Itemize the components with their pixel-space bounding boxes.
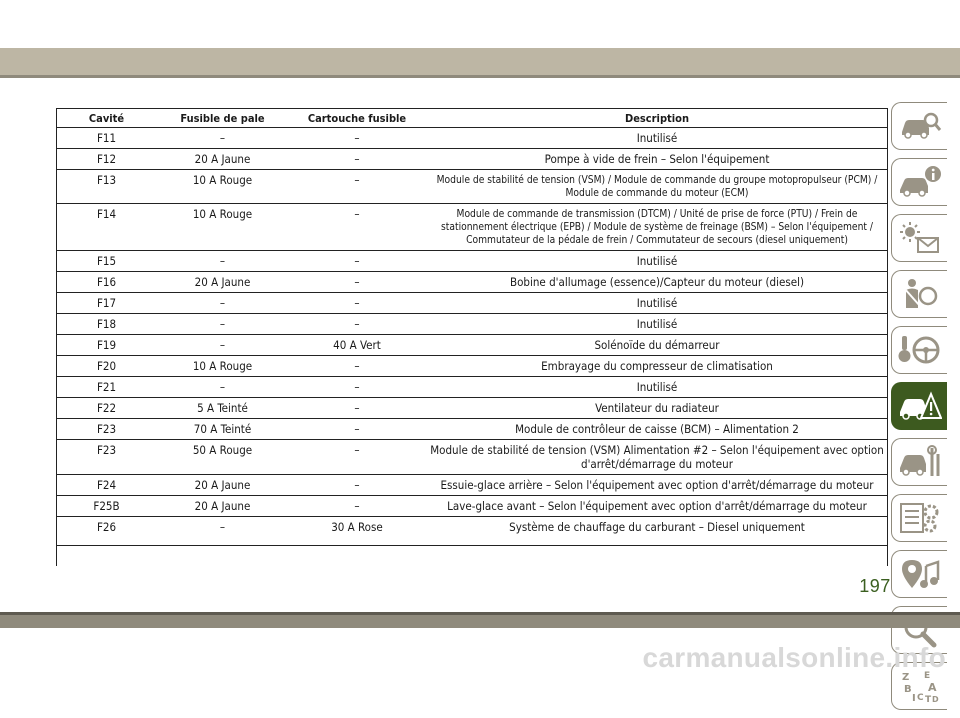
cell-cartridge: – — [288, 356, 426, 377]
cell-description: Inutilisé — [426, 128, 888, 149]
cell-description: Bobine d'allumage (essence)/Capteur du moteur (diesel) — [426, 272, 888, 293]
cell-description: Inutilisé — [426, 377, 888, 398]
cell-description: Inutilisé — [426, 314, 888, 335]
chapter-tab-starting[interactable] — [891, 326, 947, 374]
cell-description: Inutilisé — [426, 251, 888, 272]
svg-text:Z: Z — [901, 672, 909, 683]
table-row — [56, 419, 888, 440]
table-row — [56, 335, 888, 356]
cell-blade: – — [157, 517, 288, 546]
cell-description: Embrayage du compresseur de climatisation — [426, 356, 888, 377]
chapter-tab-info[interactable] — [891, 158, 947, 206]
chapter-tab-specifications[interactable] — [891, 494, 947, 542]
table-row — [56, 398, 888, 419]
cell-cartridge: – — [288, 149, 426, 170]
cell-description: Système de chauffage du carburant – Diesel uniquement — [426, 517, 888, 546]
table-row — [56, 440, 888, 475]
svg-text:E: E — [923, 671, 930, 681]
cell-description: Module de commande de transmission (DTCM) / Unité de prise de force (PTU) / Frein de stationnement électrique (EPB) / Module de système de freinage (BSM) – Selon l'équipement / Commutateur de la pédale de frein / Commutateur de secours (diesel uniquement) — [426, 204, 888, 251]
cell-cartridge: – — [288, 251, 426, 272]
table-left-border — [56, 108, 57, 566]
cell-cavity: F11 — [56, 128, 157, 149]
chapter-tab-vehicle[interactable] — [891, 102, 947, 150]
car-tools-icon — [898, 444, 942, 480]
svg-text:B: B — [903, 684, 912, 695]
cell-blade: 20 A Jaune — [157, 496, 288, 517]
table-row — [56, 204, 888, 251]
svg-text:T: T — [924, 695, 931, 704]
cell-cavity: F12 — [56, 149, 157, 170]
cell-cartridge: – — [288, 419, 426, 440]
table-row — [56, 356, 888, 377]
cell-cartridge: 30 A Rose — [288, 517, 426, 546]
car-info-icon — [898, 164, 942, 200]
cell-description: Module de stabilité de tension (VSM) / Module de commande du groupe motopropulseur (PCM) / Module de commande du moteur (ECM) — [426, 170, 888, 204]
cell-cavity: F13 — [56, 170, 157, 204]
table-row — [56, 475, 888, 496]
table-row — [56, 377, 888, 398]
cell-cavity: F18 — [56, 314, 157, 335]
table-row — [56, 170, 888, 204]
steering-wheel-key-icon — [898, 332, 942, 368]
header-description: Description — [426, 109, 888, 128]
svg-text:C: C — [916, 693, 924, 703]
svg-text:A: A — [927, 681, 937, 694]
cell-description: Ventilateur du radiateur — [426, 398, 888, 419]
cell-cartridge: – — [288, 398, 426, 419]
cell-cartridge: – — [288, 440, 426, 475]
cell-blade: 10 A Rouge — [157, 356, 288, 377]
cell-blade: – — [157, 335, 288, 356]
svg-text:I: I — [911, 693, 916, 704]
header-cavity: Cavité — [56, 109, 157, 128]
chapter-tab-service[interactable] — [891, 438, 947, 486]
cell-blade: – — [157, 314, 288, 335]
cell-cartridge: – — [288, 314, 426, 335]
cell-cartridge: – — [288, 293, 426, 314]
table-row — [56, 149, 888, 170]
header-blade-fuse: Fusible de pale — [157, 109, 288, 128]
cell-cavity: F20 — [56, 356, 157, 377]
cell-blade: 20 A Jaune — [157, 149, 288, 170]
cell-cavity: F15 — [56, 251, 157, 272]
cell-cavity: F14 — [56, 204, 157, 251]
cell-description: Lave-glace avant – Selon l'équipement avec option d'arrêt/démarrage du moteur — [426, 496, 888, 517]
cell-cavity: F16 — [56, 272, 157, 293]
chapter-tab-multimedia[interactable] — [891, 550, 947, 598]
cell-description: Inutilisé — [426, 293, 888, 314]
seatbelt-airbag-icon — [898, 276, 942, 312]
cell-description: Module de contrôleur de caisse (BCM) – Alimentation 2 — [426, 419, 888, 440]
cell-description: Solénoïde du démarreur — [426, 335, 888, 356]
navigation-media-icon — [898, 556, 942, 592]
header-cartridge-fuse: Cartouche fusible — [288, 109, 426, 128]
cell-description: Module de stabilité de tension (VSM) Alimentation #2 – Selon l'équipement avec option d'arrêt/démarrage du moteur — [426, 440, 888, 475]
warning-lights-message-icon — [898, 220, 942, 256]
car-search-icon — [898, 108, 942, 144]
cell-cartridge: – — [288, 204, 426, 251]
page-number: 197 — [859, 576, 891, 596]
fuse-table — [56, 108, 888, 546]
chapter-tab-emergency[interactable] — [891, 382, 947, 430]
cell-cavity: F19 — [56, 335, 157, 356]
car-hazard-icon — [898, 388, 942, 424]
cell-cartridge: – — [288, 272, 426, 293]
cell-blade: 10 A Rouge — [157, 170, 288, 204]
svg-text:D: D — [931, 695, 939, 704]
cell-description: Pompe à vide de frein – Selon l'équipement — [426, 149, 888, 170]
cell-blade: 20 A Jaune — [157, 272, 288, 293]
cell-blade: – — [157, 251, 288, 272]
cell-cavity: F17 — [56, 293, 157, 314]
table-row — [56, 128, 888, 149]
cell-cavity: F22 — [56, 398, 157, 419]
cell-blade: – — [157, 128, 288, 149]
chapter-tab-dashboard[interactable] — [891, 214, 947, 262]
cell-description: Essuie-glace arrière – Selon l'équipement avec option d'arrêt/démarrage du moteur — [426, 475, 888, 496]
table-header-row — [56, 109, 888, 128]
cell-cavity: F21 — [56, 377, 157, 398]
table-row — [56, 251, 888, 272]
cell-cartridge: – — [288, 128, 426, 149]
cell-cartridge: – — [288, 475, 426, 496]
cell-cavity: F23 — [56, 419, 157, 440]
cell-blade: 50 A Rouge — [157, 440, 288, 475]
cell-cartridge: – — [288, 496, 426, 517]
cell-blade: 5 A Teinté — [157, 398, 288, 419]
list-gears-icon — [898, 500, 942, 536]
watermark: carmanualsonline.info — [642, 642, 946, 673]
cell-cavity: F23 — [56, 440, 157, 475]
table-row — [56, 314, 888, 335]
cell-blade: 20 A Jaune — [157, 475, 288, 496]
cell-blade: 70 A Teinté — [157, 419, 288, 440]
cell-blade: 10 A Rouge — [157, 204, 288, 251]
cell-cartridge: 40 A Vert — [288, 335, 426, 356]
cell-blade: – — [157, 377, 288, 398]
table-row — [56, 293, 888, 314]
chapter-tab-safety[interactable] — [891, 270, 947, 318]
table-right-border — [887, 108, 888, 566]
cell-cartridge: – — [288, 377, 426, 398]
cell-cartridge: – — [288, 170, 426, 204]
cell-cavity: F26 — [56, 517, 157, 546]
table-row — [56, 272, 888, 293]
bottom-band — [0, 612, 960, 628]
cell-blade: – — [157, 293, 288, 314]
cell-cavity: F25B — [56, 496, 157, 517]
table-row — [56, 517, 888, 546]
cell-cavity: F24 — [56, 475, 157, 496]
top-band — [0, 48, 960, 78]
table-row — [56, 496, 888, 517]
